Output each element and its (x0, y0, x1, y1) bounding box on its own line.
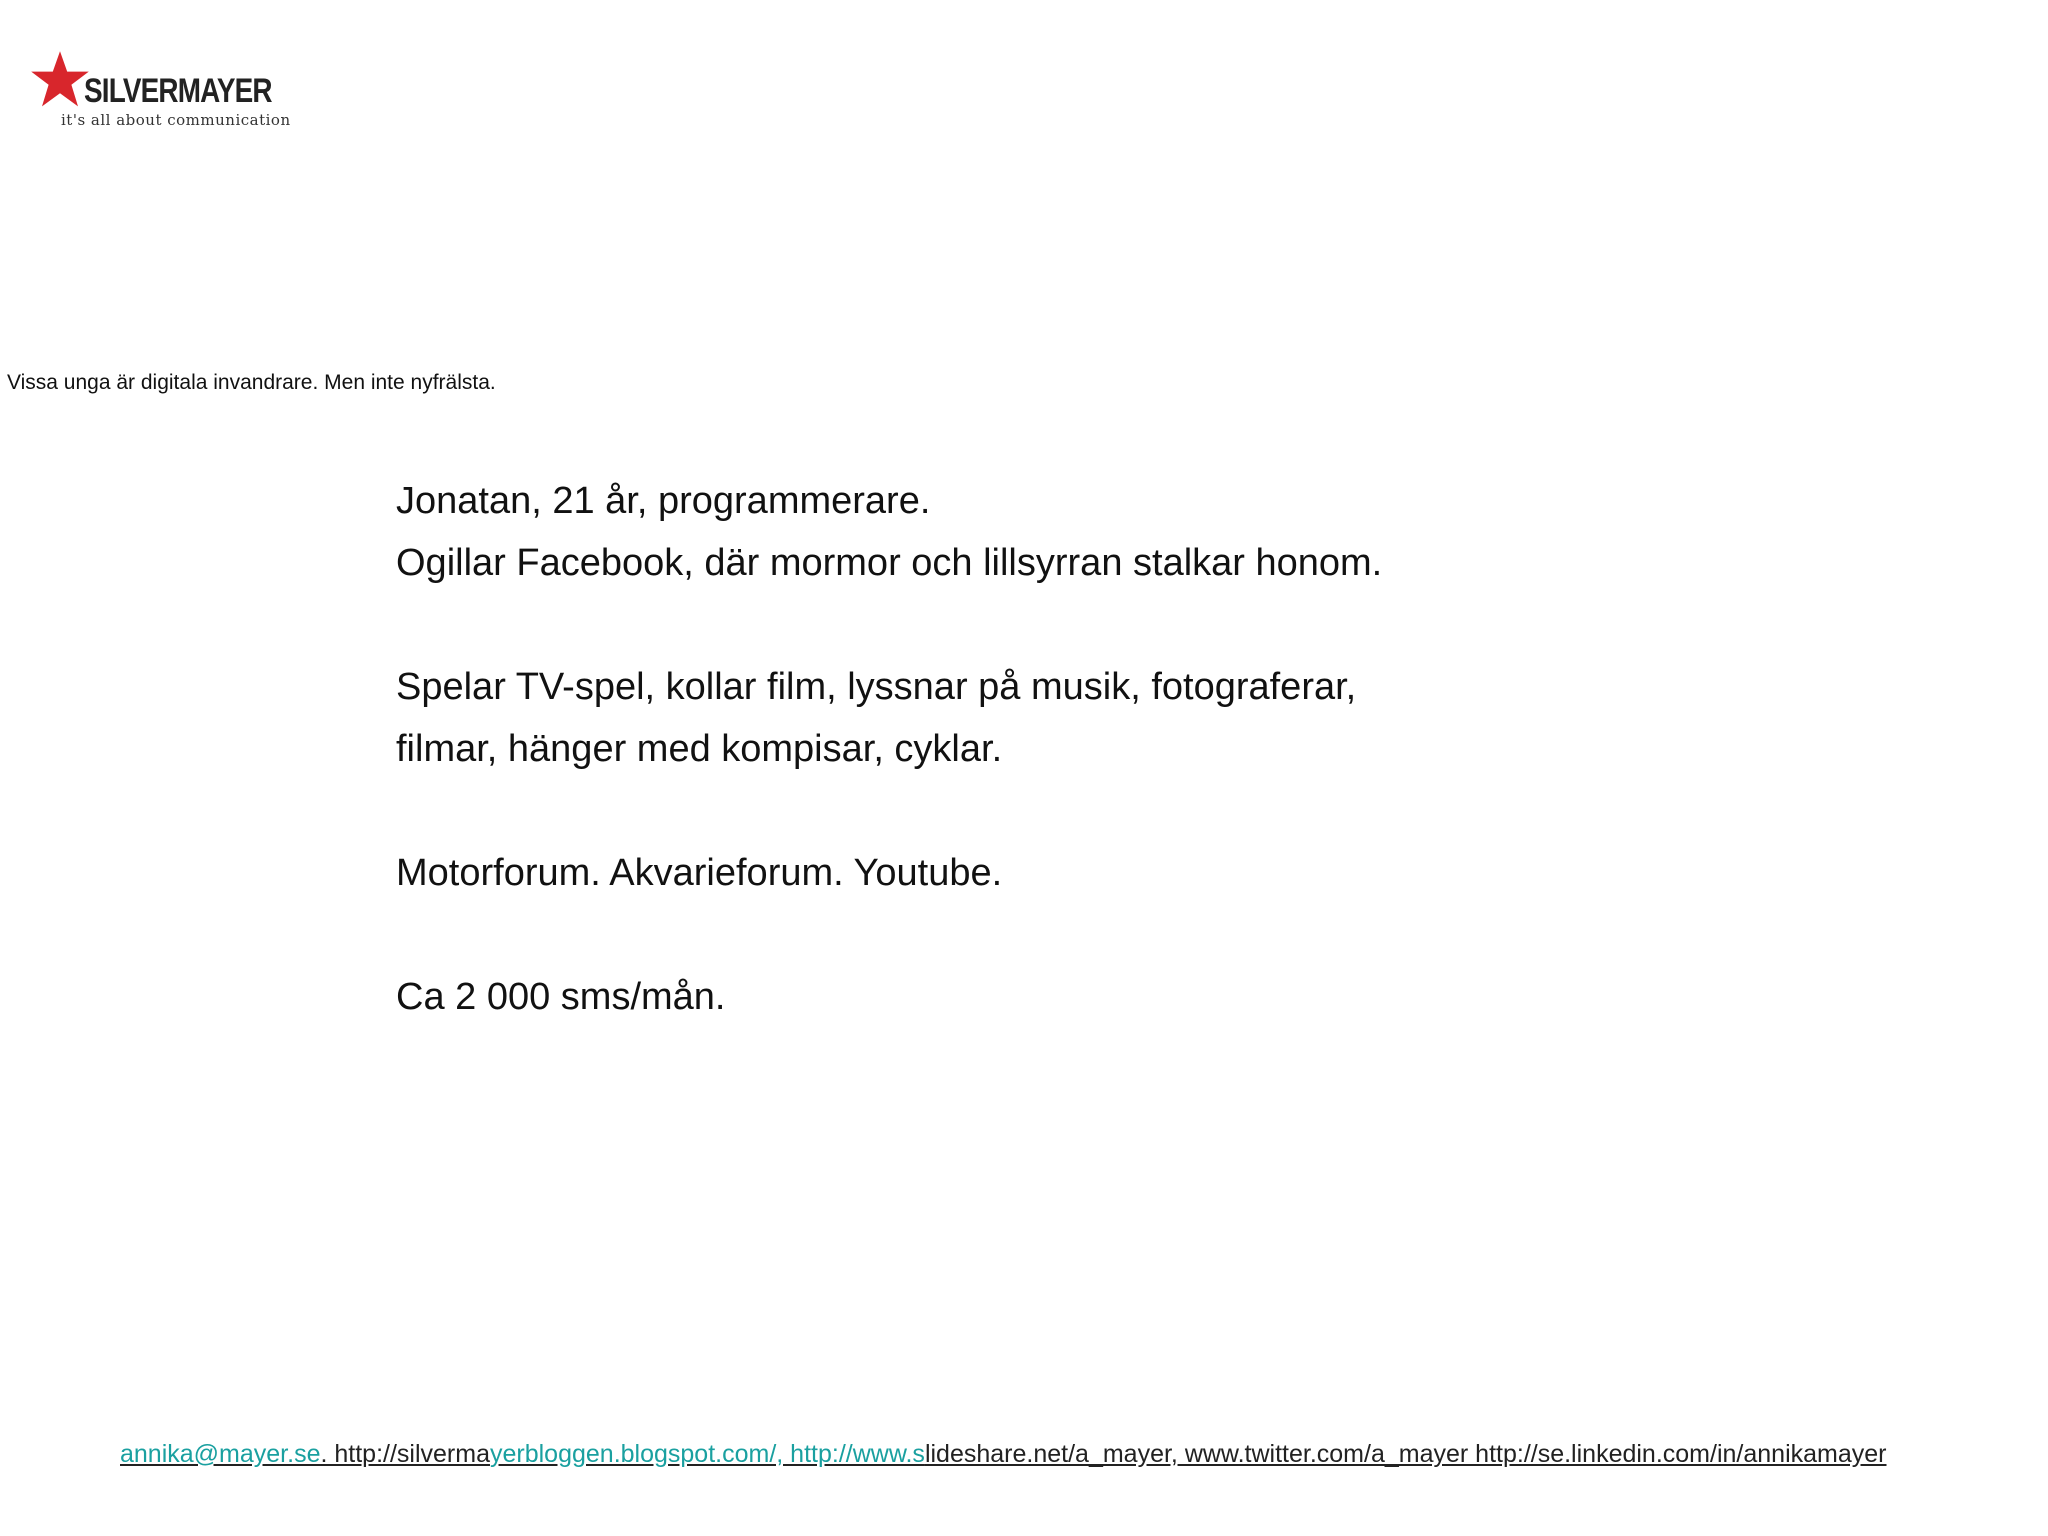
slide-title: Vissa unga är digitala invandrare. Men inte nyfrälsta. (7, 371, 496, 394)
body-line-sms: Ca 2 000 sms/mån. (396, 976, 726, 1018)
spacer (396, 904, 1382, 966)
silvermayer-logo (30, 50, 300, 130)
footer-link-segment-3[interactable]: lideshare.net/a_mayer, www.twitter.com/a_mayer http://se.linkedin.com/in/annikamayer (924, 1440, 1887, 1468)
body-line-name: Jonatan, 21 år, programmerare. (396, 480, 931, 522)
body-line-forums: Motorforum. Akvarieforum. Youtube. (396, 852, 1003, 894)
footer-links (120, 1440, 2048, 1469)
spacer (396, 780, 1382, 842)
body-line-hobbies-2: filmar, hänger med kompisar, cyklar. (396, 728, 1003, 770)
email-link[interactable]: annika@mayer.se (120, 1440, 321, 1468)
spacer (396, 594, 1382, 656)
logo-brand-text: SILVERMAYER (84, 72, 272, 110)
footer-link-segment-1[interactable]: . http://silverma (320, 1440, 490, 1468)
footer-link-segment-2[interactable]: yerbloggen.blogspot.com/, http://www.s (489, 1440, 925, 1468)
body-line-hobbies-1: Spelar TV-spel, kollar film, lyssnar på musik, fotograferar, (396, 666, 1357, 708)
slide-body (396, 470, 1382, 1028)
body-line-facebook: Ogillar Facebook, där mormor och lillsyrran stalkar honom. (396, 542, 1383, 584)
logo-tagline: it's all about communication (61, 111, 291, 129)
red-star-icon (30, 50, 90, 110)
